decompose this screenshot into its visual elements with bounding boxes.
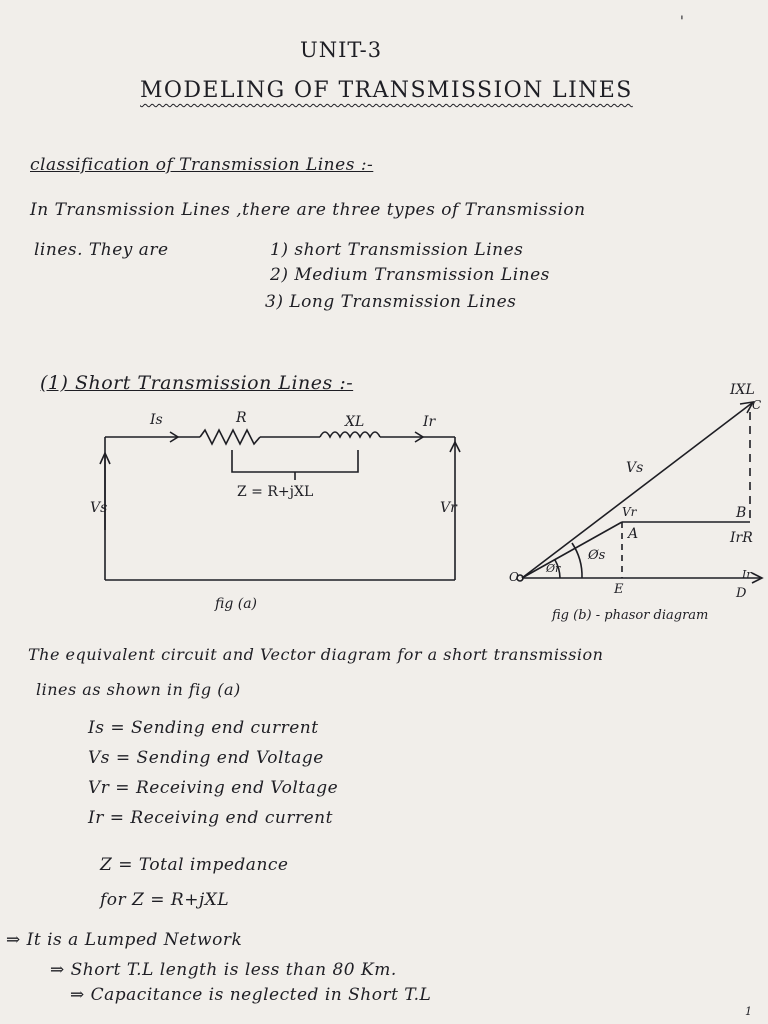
label-vs: Vs — [90, 500, 108, 516]
body-line-1: The equivalent circuit and Vector diagram for a short transmission — [28, 645, 604, 664]
label-irr: IrR — [730, 530, 753, 546]
corner-mark: ' — [680, 14, 685, 30]
label-xl: XL — [345, 414, 365, 430]
z-formula: for Z = R+jXL — [100, 890, 230, 910]
type-item-1: 1) short Transmission Lines — [270, 240, 524, 260]
label-d: D — [736, 586, 747, 601]
bullet-lumped: ⇒ It is a Lumped Network — [6, 930, 243, 950]
label-r: R — [236, 410, 247, 426]
label-e: E — [614, 582, 624, 597]
def-vs: Vs = Sending end Voltage — [88, 748, 324, 768]
label-b: B — [736, 505, 747, 521]
bullet-length: ⇒ Short T.L length is less than 80 Km. — [50, 960, 397, 980]
label-phasor-vr: Vr — [622, 505, 637, 519]
def-ir: Ir = Receiving end current — [88, 808, 333, 828]
body-line-2: lines as shown in fig (a) — [36, 680, 241, 699]
label-vr: Vr — [440, 500, 457, 516]
page-number: 1 — [745, 1005, 753, 1018]
label-o: O — [509, 570, 519, 584]
def-is: Is = Sending end current — [88, 718, 319, 738]
classification-heading: classification of Transmission Lines :- — [30, 155, 374, 175]
circuit-diagram — [100, 430, 460, 580]
label-phi-r: Ør — [546, 562, 561, 575]
label-c: C — [752, 398, 762, 412]
short-lines-heading: (1) Short Transmission Lines :- — [40, 372, 354, 394]
phasor-diagram — [517, 402, 762, 583]
label-is: Is — [150, 412, 163, 428]
label-impedance: Z = R+jXL — [237, 484, 314, 500]
type-item-3: 3) Long Transmission Lines — [265, 292, 517, 312]
label-ixl: IXL — [730, 382, 755, 398]
type-item-2: 2) Medium Transmission Lines — [270, 265, 550, 285]
fig-b-caption: fig (b) - phasor diagram — [552, 608, 709, 623]
intro-line-2: lines. They are — [34, 240, 169, 260]
bullet-capacitance: ⇒ Capacitance is neglected in Short T.L — [70, 985, 432, 1005]
label-phi-s: Øs — [588, 548, 606, 563]
fig-a-caption: fig (a) — [215, 596, 258, 612]
main-title: MODELING OF TRANSMISSION LINES — [140, 78, 633, 103]
label-phasor-ir: Ir — [742, 568, 752, 581]
intro-line-1: In Transmission Lines ,there are three types of Transmission — [30, 200, 586, 220]
unit-title: UNIT-3 — [300, 38, 383, 62]
label-phasor-vs: Vs — [626, 460, 644, 476]
label-ir: Ir — [423, 414, 436, 430]
z-definition: Z = Total impedance — [100, 855, 289, 875]
def-vr: Vr = Receiving end Voltage — [88, 778, 339, 798]
label-a: A — [628, 526, 639, 542]
